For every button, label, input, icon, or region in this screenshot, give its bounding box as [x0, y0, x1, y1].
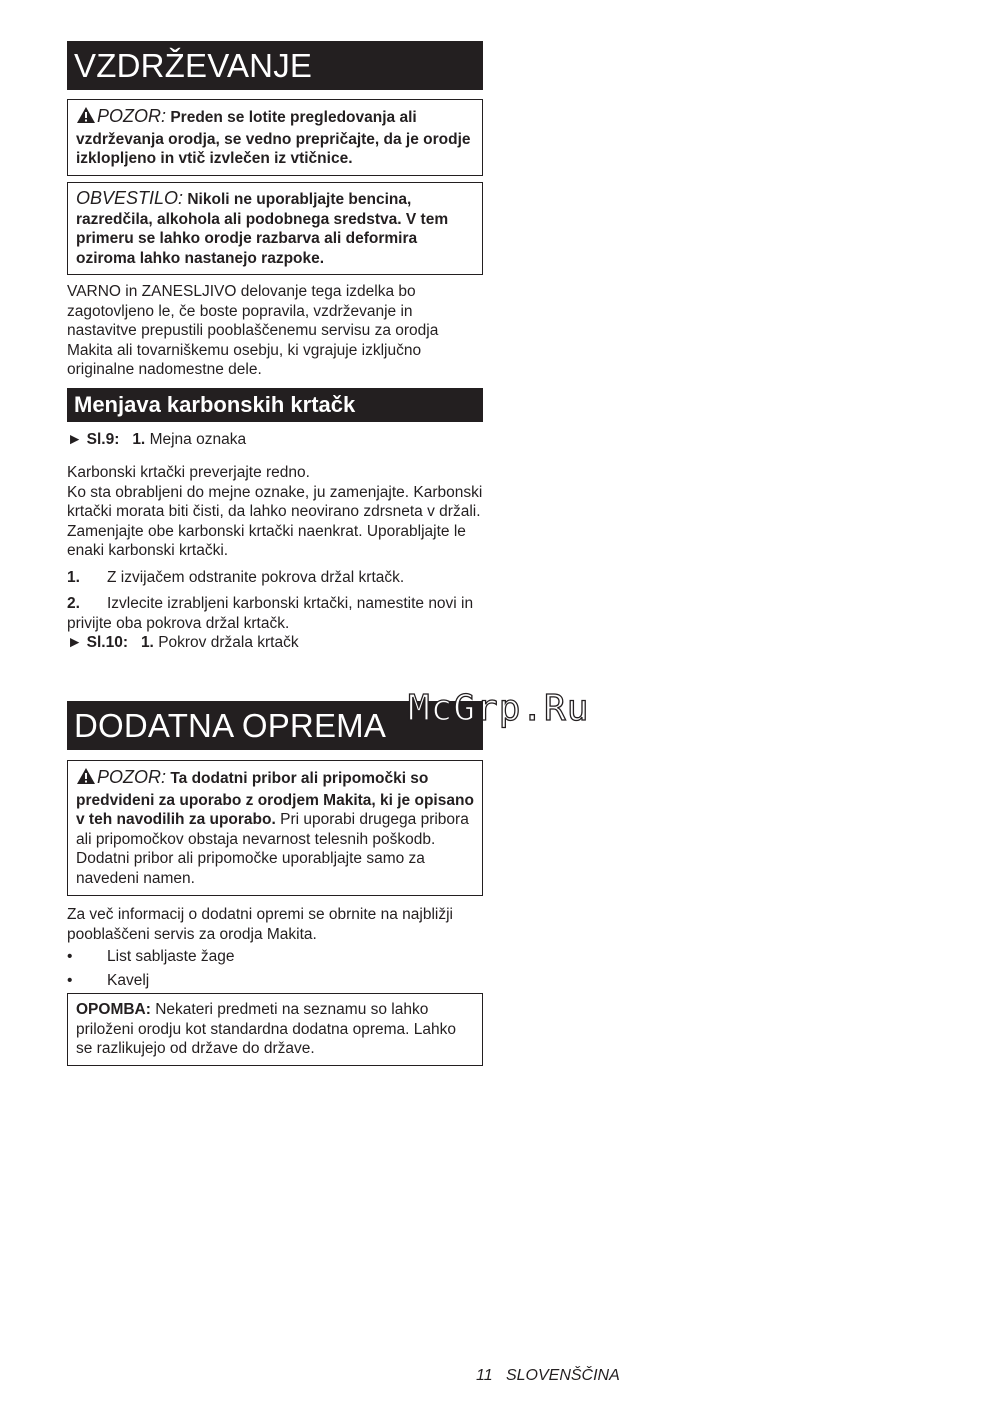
caution-text: Pri uporabi drugega pribora ali pripomočkov obstaja nevarnost telesnih poškodb. Dodatni pribor ali pripomočke uporabljajte samo za navedeni namen. [76, 811, 469, 887]
footer-language: SLOVENŠČINA [505, 1367, 620, 1384]
paragraph-line: Karbonski krtački preverjajte redno. [67, 464, 310, 481]
caution-text: Preden se lotite pregledovanja ali vzdrževanja orodja, se vedno prepričajte, da je orodje izklopljeno in vtič izvlečen iz vtičnice. [76, 109, 471, 168]
list-item: • Kavelj [67, 971, 150, 989]
figure-item-number: 1. [132, 431, 146, 448]
section-title-carbon-brushes: Menjava karbonskih krtačk [67, 388, 483, 422]
step-1 [67, 568, 483, 588]
step-number: 1. [67, 569, 80, 586]
caution-label: POZOR: [97, 767, 167, 787]
warning-triangle-icon [76, 106, 96, 130]
caution-box-maintenance [67, 99, 483, 176]
notice-label: OBVESTILO: [76, 188, 184, 208]
notice-box [67, 182, 483, 275]
section-title-accessories: DODATNA OPREMA [67, 701, 483, 750]
warning-triangle-icon [76, 767, 96, 791]
accessories-intro [67, 905, 483, 944]
note-text: Nekateri predmeti na seznamu so lahko priloženi orodju kot standardna dodatna oprema. Lahko se razlikujejo od države do države. [76, 1001, 457, 1058]
paragraph-line: Ko sta obrabljeni do mejne oznake, ju zamenjajte. Karbonski krtački morata biti čisti, da lahko neovirano zdrsneta v držali. Zamenjajte obe karbonski krtački naenkrat. Uporabljajte le enaki karbonski krtački. [67, 483, 483, 560]
figure-item-text: Pokrov držala krtačk [158, 634, 299, 651]
figure-ref-9 [67, 430, 483, 450]
accessories-intro-text: Za več informacij o dodatni opremi se obrnite na najbližji pooblaščeni servis za orodja Makita. [67, 906, 453, 943]
caution-label: POZOR: [97, 106, 167, 126]
caution-bold-text: Ta dodatni pribor ali pripomočki so predvideni za uporabo z orodjem Makita, ki je opisano v teh navodilih za uporabo. [76, 770, 474, 829]
figure-ref-label: ► Sl.9: [67, 431, 120, 448]
watermark: McGrp.Ru [408, 688, 590, 729]
figure-item-number: 1. [140, 634, 154, 651]
figure-ref-label: ► Sl.10: [67, 634, 129, 651]
section-title-maintenance: VZDRŽEVANJE [67, 41, 483, 90]
list-item: • List sabljaste žage [67, 948, 235, 965]
step-text: Z izvijačem odstranite pokrova držal krtačk. [107, 569, 405, 586]
notice-text: Nikoli ne uporabljajte bencina, razredčila, alkohola ali podobnega sredstva. V tem primeru se lahko orodje razbarva ali deformira oziroma lahko nastanejo razpoke. [76, 191, 449, 267]
figure-ref-10 [67, 633, 483, 653]
maintenance-intro-text: VARNO in ZANESLJIVO delovanje tega izdelka bo zagotovljeno le, če boste popravila, vzdrževanje in nastavitve prepustili pooblaščenemu servisu za orodja Makita ali tovarniškemu osebju, ki vgrajuje izključno originalne nadomestne dele. [67, 283, 439, 379]
step-2 [67, 594, 483, 633]
carbon-brush-paragraph [67, 463, 483, 561]
step-text: Izvlecite izrabljeni karbonski krtački, namestite novi in privijte oba pokrova držal krtačk. [67, 595, 474, 632]
list-item-text: List sabljaste žage [107, 948, 235, 965]
page-number: 11 [476, 1367, 493, 1384]
note-box [67, 993, 483, 1066]
note-label: OPOMBA: [76, 1001, 151, 1018]
page-footer [476, 1367, 620, 1385]
accessory-list [67, 947, 483, 990]
maintenance-intro [67, 282, 483, 380]
caution-box-accessories [67, 760, 483, 896]
list-item-text: Kavelj [107, 971, 150, 989]
figure-item-text: Mejna oznaka [149, 431, 247, 448]
step-number: 2. [67, 595, 80, 612]
